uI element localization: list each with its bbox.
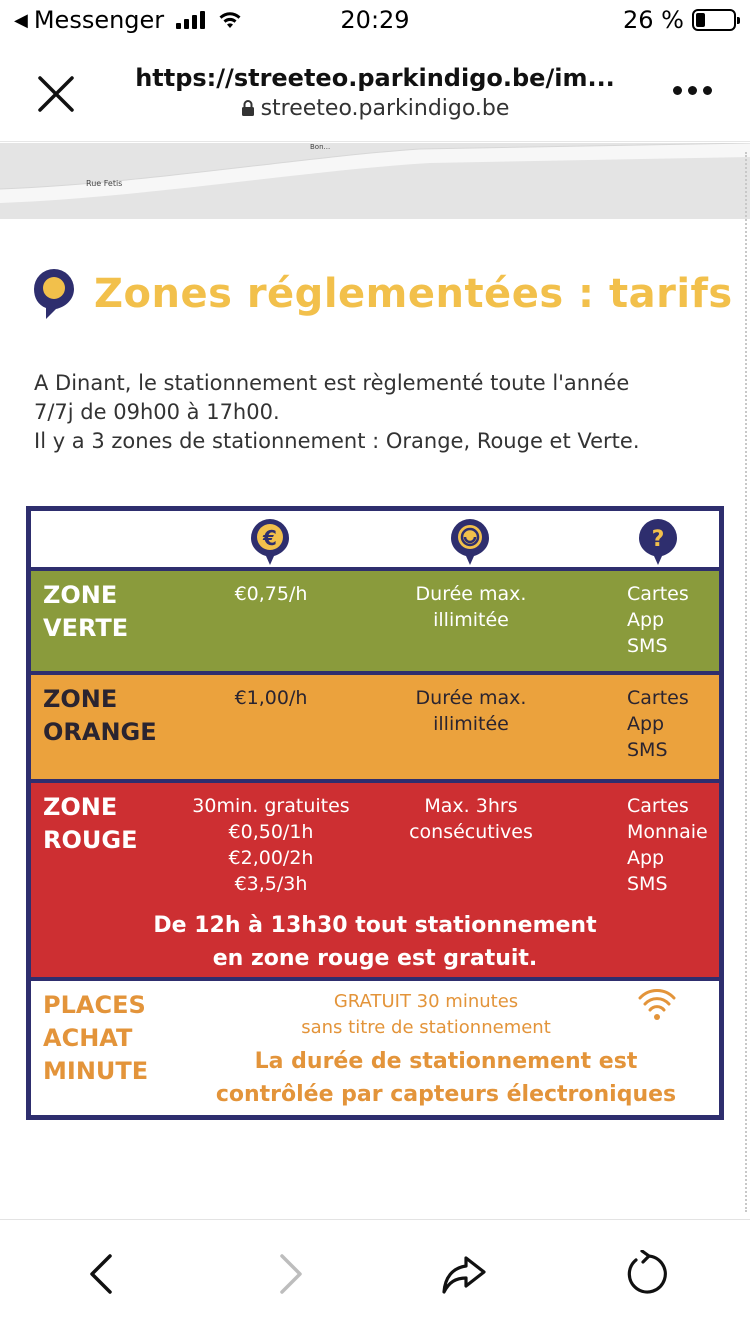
intro-line: 7/7j de 09h00 à 17h00. xyxy=(34,400,280,424)
zone-price xyxy=(181,685,361,711)
svg-text:€: € xyxy=(263,526,277,550)
places-achat-minute-row xyxy=(31,977,719,1115)
zone-name xyxy=(43,579,128,645)
payment-line: App xyxy=(627,609,665,631)
payment-line: SMS xyxy=(627,635,668,657)
zone-name xyxy=(43,989,148,1088)
zone-name-line: VERTE xyxy=(43,614,129,642)
price-line: €1,00/h xyxy=(234,687,308,709)
more-options-icon[interactable] xyxy=(673,86,712,95)
zone-name-line: ZONE xyxy=(43,793,118,821)
zone-name-line: ZONE xyxy=(43,581,118,609)
zone-rouge-note xyxy=(31,909,719,975)
payment-line: SMS xyxy=(627,739,668,761)
clock: 20:29 xyxy=(340,6,410,34)
zone-duration xyxy=(381,793,561,845)
table-header xyxy=(31,511,719,567)
payment-line: Cartes xyxy=(627,795,689,817)
big-line: La durée de stationnement est xyxy=(254,1049,638,1074)
duration-line: illimitée xyxy=(433,713,509,735)
page-title: Zones réglementées : tarifs xyxy=(94,271,733,317)
map-preview xyxy=(0,143,750,219)
zone-row-verte xyxy=(31,567,719,671)
share-icon[interactable] xyxy=(440,1250,488,1298)
map-street-label: Rue Fetis xyxy=(86,179,123,188)
svg-text:?: ? xyxy=(651,527,665,552)
intro-line: Il y a 3 zones de stationnement : Orange, Rouge et Verte. xyxy=(34,429,640,453)
location-pin-icon xyxy=(32,267,76,321)
page-url[interactable]: https://streeteo.parkindigo.be/im... xyxy=(135,64,615,92)
domain-label: streeteo.parkindigo.be xyxy=(260,96,510,121)
intro-line: A Dinant, le stationnement est règlementé toute l'année xyxy=(34,371,630,395)
zone-name-line: ORANGE xyxy=(43,718,157,746)
zone-row-orange xyxy=(31,671,719,779)
zone-name-line: ACHAT xyxy=(43,1024,133,1052)
wireless-signal-icon xyxy=(637,989,677,1021)
euro-icon xyxy=(249,517,291,567)
browser-header xyxy=(0,44,750,142)
zone-name-line: PLACES xyxy=(43,991,146,1019)
battery-percent: 26 % xyxy=(623,6,684,34)
zone-name-line: ROUGE xyxy=(43,826,138,854)
page-domain xyxy=(0,96,750,121)
free-duration-info xyxy=(261,989,591,1041)
payment-line: Cartes xyxy=(627,687,689,709)
zone-row-rouge xyxy=(31,779,719,977)
free-line: GRATUIT 30 minutes xyxy=(333,991,519,1012)
zone-name-line: MINUTE xyxy=(43,1057,149,1085)
duration-line: Durée max. xyxy=(415,687,527,709)
price-line: €0,75/h xyxy=(234,583,308,605)
sensor-control-note xyxy=(181,1045,711,1111)
zone-duration xyxy=(381,581,561,633)
question-icon xyxy=(637,517,679,567)
payment-line: Monnaie xyxy=(627,821,708,843)
intro-text xyxy=(34,369,714,456)
price-line: 30min. gratuites xyxy=(192,795,350,817)
note-line: De 12h à 13h30 tout stationnement xyxy=(153,913,597,938)
zone-price xyxy=(181,581,361,607)
note-line: en zone rouge est gratuit. xyxy=(212,946,538,971)
payment-line: SMS xyxy=(627,873,668,895)
back-icon[interactable] xyxy=(78,1250,126,1298)
price-line: €3,5/3h xyxy=(234,873,308,895)
map-street-label-2: Bon... xyxy=(310,143,331,151)
zone-name xyxy=(43,791,137,857)
status-bar xyxy=(0,0,750,44)
back-triangle-icon: ◀ xyxy=(14,9,28,31)
price-line: €0,50/1h xyxy=(228,821,314,843)
zone-payment xyxy=(627,581,689,659)
duration-line: consécutives xyxy=(409,821,533,843)
duration-line: illimitée xyxy=(433,609,509,631)
price-line: €2,00/2h xyxy=(228,847,314,869)
back-app-label: Messenger xyxy=(33,6,165,34)
payment-line: App xyxy=(627,713,665,735)
page-heading xyxy=(32,267,733,321)
zone-price xyxy=(173,793,369,897)
reload-icon[interactable] xyxy=(622,1250,670,1298)
scrollbar[interactable] xyxy=(745,152,748,1212)
lock-icon xyxy=(241,99,255,117)
payment-line: App xyxy=(627,847,665,869)
forward-icon[interactable] xyxy=(266,1250,314,1298)
tariff-table xyxy=(26,506,724,1120)
duration-line: Max. 3hrs xyxy=(424,795,518,817)
page-content xyxy=(0,219,750,1219)
zone-payment xyxy=(627,793,708,897)
payment-line: Cartes xyxy=(627,583,689,605)
zone-name-line: ZONE xyxy=(43,685,118,713)
zone-duration xyxy=(381,685,561,737)
free-line: sans titre de stationnement xyxy=(301,1017,551,1038)
zone-payment xyxy=(627,685,689,763)
browser-toolbar xyxy=(0,1219,750,1334)
clock-icon xyxy=(449,517,491,567)
duration-line: Durée max. xyxy=(415,583,527,605)
battery-icon xyxy=(692,9,736,31)
zone-name xyxy=(43,683,157,749)
big-line: contrôlée par capteurs électroniques xyxy=(215,1082,677,1107)
